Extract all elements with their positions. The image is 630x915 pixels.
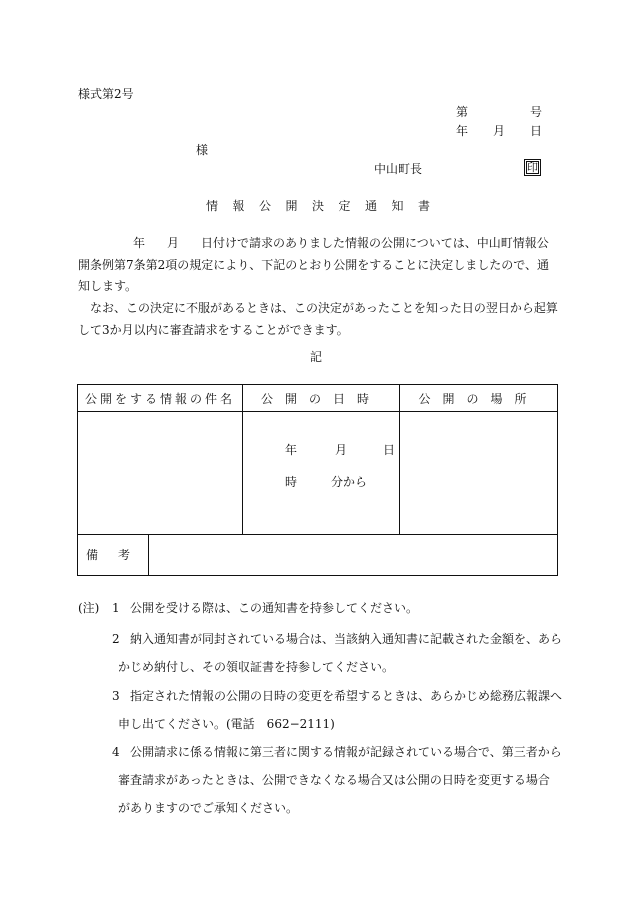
remarks-label: 備 考: [86, 548, 135, 562]
dt-month: 月: [335, 443, 348, 457]
remarks-row: [78, 535, 558, 576]
seal-stamp: 印: [524, 159, 541, 176]
notes-label: (注): [78, 601, 100, 615]
date-month: 月: [493, 124, 506, 138]
dt-minute: 分から: [331, 475, 368, 489]
dt-year: 年: [285, 443, 298, 457]
document-title: 情報公開決定通知書: [206, 199, 445, 213]
body-paragraph-1-text: 日付けで請求のありました情報の公開については、中山町情報公開条例第7条第2項の規定により、下記のとおり公開をすることに決定しましたので、通知します。: [78, 236, 550, 293]
body-paragraph-2: なお、この決定に不服があるときは、この決定があったことを知った日の翌日から起算して3か月以内に審査請求をすることができます。: [78, 301, 558, 337]
body-paragraph-1: [78, 233, 558, 298]
doc-number-suffix: 号: [530, 105, 543, 119]
cell-place: [400, 412, 558, 535]
header-place: 公開の場所: [400, 385, 558, 412]
body-month: 月: [167, 236, 180, 250]
ki-label: 記: [310, 350, 323, 364]
dt-day: 日: [383, 443, 396, 457]
recipient-suffix: 様: [196, 143, 209, 157]
body-year: 年: [133, 236, 146, 250]
form-number: 様式第2号: [78, 87, 134, 101]
dt-hour: 時: [285, 475, 298, 489]
doc-number-prefix: 第: [456, 105, 469, 119]
date-day: 日: [530, 124, 543, 138]
header-subject: 公開をする情報の件名: [78, 385, 243, 412]
date-year: 年: [456, 124, 469, 138]
header-datetime: 公開の日時: [243, 385, 400, 412]
disclosure-table: [77, 384, 558, 576]
cell-subject: [78, 412, 243, 535]
cell-datetime: [243, 412, 400, 535]
issuer: 中山町長: [374, 162, 423, 176]
